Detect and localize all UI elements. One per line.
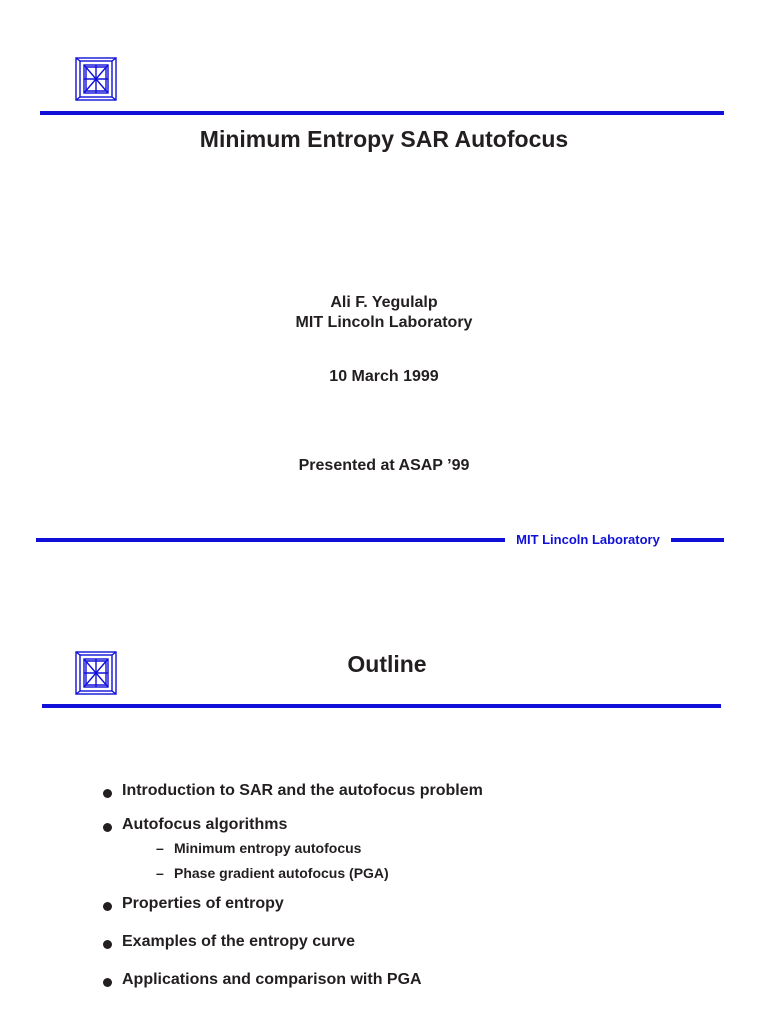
presentation-venue: Presented at ASAP ’99 bbox=[298, 457, 470, 474]
presentation-date: 10 March 1999 bbox=[329, 368, 439, 385]
outline-item bbox=[100, 933, 720, 951]
outline-item bbox=[100, 895, 720, 913]
header-rule bbox=[40, 111, 724, 115]
outline-item-label: Introduction to SAR and the autofocus problem bbox=[122, 782, 483, 799]
bullet-dot-icon bbox=[103, 940, 112, 949]
outline-item bbox=[100, 816, 720, 834]
bullet-dot-icon bbox=[103, 978, 112, 987]
outline-title: Outline bbox=[347, 651, 427, 677]
bullet-dot-icon bbox=[103, 902, 112, 911]
outline-item-label: Properties of entropy bbox=[122, 895, 284, 912]
dash-bullet: – bbox=[156, 840, 164, 856]
outline-subitem bbox=[100, 865, 720, 881]
footer-label: MIT Lincoln Laboratory bbox=[505, 532, 671, 548]
outline-item bbox=[100, 782, 720, 800]
author-name: Ali F. Yegulalp bbox=[330, 294, 438, 311]
mit-ll-logo-icon bbox=[75, 57, 117, 101]
dash-bullet: – bbox=[156, 865, 164, 881]
slide-title: Minimum Entropy SAR Autofocus bbox=[199, 126, 569, 152]
outline-subitem bbox=[100, 840, 720, 856]
bullet-dot-icon bbox=[103, 823, 112, 832]
bullet-dot-icon bbox=[103, 789, 112, 798]
outline-item bbox=[100, 971, 720, 989]
outline-subitem-label: Minimum entropy autofocus bbox=[174, 840, 362, 856]
outline-subitem-label: Phase gradient autofocus (PGA) bbox=[174, 865, 389, 881]
outline-list bbox=[100, 782, 720, 989]
author-affiliation: MIT Lincoln Laboratory bbox=[295, 314, 473, 331]
outline-item-label: Applications and comparison with PGA bbox=[122, 971, 422, 988]
outline-item-label: Autofocus algorithms bbox=[122, 816, 288, 833]
outline-item-label: Examples of the entropy curve bbox=[122, 933, 355, 950]
outline-header-rule bbox=[42, 704, 721, 708]
